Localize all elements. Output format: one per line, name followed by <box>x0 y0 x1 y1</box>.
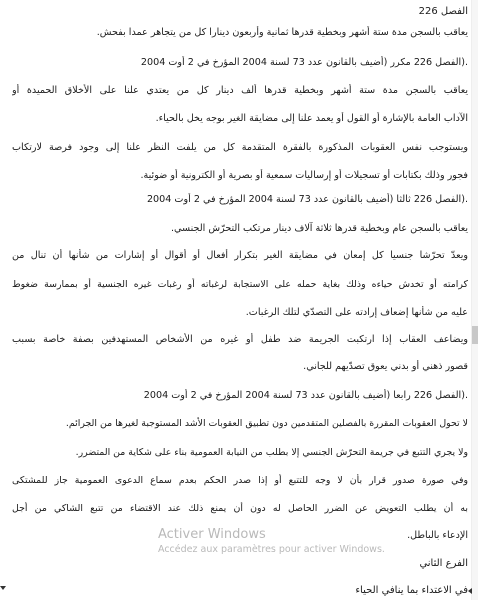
document-line: يعاقب بالسجن عام وبخطية قدرها ثلاثة آلاف دينار مرتكب التحرّش الجنسي. <box>171 223 468 234</box>
article-heading: الفصل 226 <box>418 6 468 17</box>
scrollbar-thumb[interactable] <box>472 326 478 344</box>
article-heading: .(الفصل 226 رابعا (أضيف بالقانون عدد 73 لسنة 2004 المؤرخ في 2 أوت 2004 <box>143 390 468 401</box>
article-heading: .(الفصل 226 ثالثا (أضيف بالقانون عدد 73 لسنة 2004 المؤرخ في 2 أوت 2004 <box>146 194 468 205</box>
section-heading: في الاعتداء بما ينافي الحياء <box>355 585 468 596</box>
document-line: ويضاعف العقاب إذا ارتكبت الجريمة ضد طفل أو غيره من الأشخاص المستهدفين بصفة خاصة بسبب <box>12 334 468 345</box>
collapse-caret-icon[interactable] <box>0 586 6 590</box>
document-line: الآداب العامة بالإشارة أو القول أو يعمد علنا إلى مضايقة الغير بوجه يخل بالحياء. <box>155 113 468 124</box>
document-line: فجور وذلك بكتابات أو تسجيلات أو إرساليات سمعية أو بصرية أو الكترونية أو ضوئية. <box>140 170 468 181</box>
document-line: ولا يجري التتبع في جريمة التحرّش الجنسي إلا بطلب من النيابة العمومية بناء على شكاية من المتضرر. <box>75 447 468 458</box>
document-line: ويستوجب نفس العقوبات المذكورة بالفقرة المتقدمة كل من يلفت النظر علنا إلى وجود فرصة لارتكاب <box>12 142 468 153</box>
document-line: لا تحول العقوبات المقررة بالفصلين المتقدمين دون تطبيق العقوبات الأشد المستوجبة لغيرها من الجرائم. <box>65 418 468 429</box>
document-line: كرامته أو تخدش حياءه وذلك بغاية حمله على الاستجابة لرغباته أو رغبات غيره الجنسية أو بممارسة ضغوط <box>12 279 468 290</box>
vertical-scrollbar[interactable] <box>472 0 478 600</box>
document-line: عليه من شأنها إضعاف إرادته على التصدّي لتلك الرغبات. <box>245 307 468 318</box>
article-heading: .(الفصل 226 مكرر (أضيف بالقانون عدد 73 لسنة 2004 المؤرخ في 2 أوت 2004 <box>140 57 468 68</box>
document-line: يعاقب بالسجن مدة ستة أشهر وبخطية قدرها ألف دينار كل من يعتدي علنا على الأخلاق الحميدة أو <box>12 85 468 96</box>
activation-subtitle: Accédez aux paramètres pour activer Windows. <box>158 544 385 555</box>
document-line: وفي صورة صدور قرار بأن لا وجه للتتبع أو إذا صدر الحكم بعدم سماع الدعوى العمومية جاز للمشتكى <box>12 475 468 486</box>
document-line: ويعدّ تحرّشا جنسيا كل إمعان في مضايقة الغير بتكرار أفعال أو أقوال أو إشارات من شأنها أن تنال من <box>12 250 468 261</box>
document-line: يعاقب بالسجن مدة ستة أشهر وبخطية قدرها ثمانية وأربعون دينارا كل من يتجاهر عمدا بفحش. <box>96 27 468 38</box>
document-line: به أن يطلب التعويض عن الضرر الحاصل له دون أن يمنع ذلك عند الاقتضاء من تتبع الشاكي من أجل <box>12 503 468 514</box>
heading-collapse-icon[interactable] <box>468 588 472 594</box>
document-line: قصور ذهني أو بدني يعوق تصدّيهم للجاني. <box>303 361 468 372</box>
document-line: الإدعاء بالباطل. <box>407 530 468 541</box>
section-heading: الفرع الثاني <box>419 558 468 569</box>
activation-title: Activer Windows <box>158 527 266 542</box>
